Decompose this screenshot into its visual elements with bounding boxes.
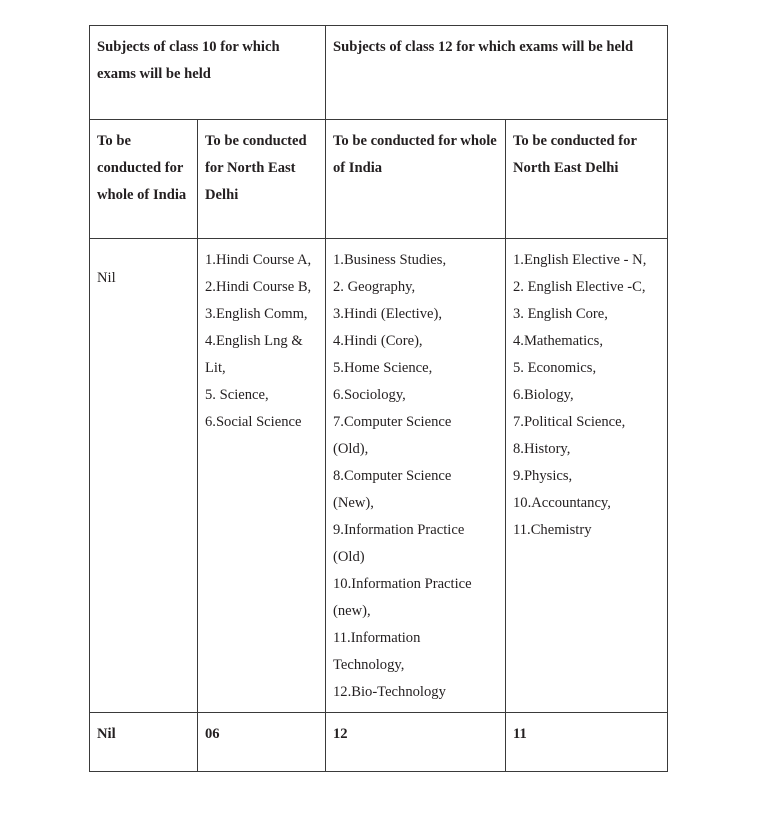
cell-class12-north-east-delhi-subjects bbox=[506, 239, 668, 713]
header-class-10-title: Subjects of class 10 for which exams will be held bbox=[90, 26, 326, 120]
subject-line: (Old), bbox=[333, 441, 369, 457]
subject-line: 7.Political Science, bbox=[513, 414, 626, 430]
subject-line: 2.Hindi Course B, bbox=[205, 279, 312, 295]
total-class12-north-east-delhi: 11 bbox=[506, 713, 668, 772]
header-class-12-title: Subjects of class 12 for which exams will be held bbox=[326, 26, 668, 120]
subject-line: 3.Hindi (Elective), bbox=[333, 306, 443, 322]
subject-line: 1.English Elective - N, bbox=[513, 252, 647, 268]
subject-line: 12.Bio-Technology bbox=[333, 684, 446, 700]
subject-line: 2. Geography, bbox=[333, 279, 416, 295]
subject-line: (new), bbox=[333, 603, 371, 619]
class10-north-east-delhi-subject-list bbox=[205, 247, 318, 436]
subheader-class12-whole-india: To be conducted for whole of India bbox=[326, 120, 506, 239]
table-row-sub-header bbox=[90, 120, 668, 239]
exam-subjects-table bbox=[89, 25, 668, 772]
subheader-class12-north-east-delhi: To be conducted for North East Delhi bbox=[506, 120, 668, 239]
subject-line: 6.Social Science bbox=[205, 414, 302, 430]
subject-line: 10.Accountancy, bbox=[513, 495, 611, 511]
cell-class10-whole-india-subjects bbox=[90, 239, 198, 713]
subject-line: 3.English Comm, bbox=[205, 306, 308, 322]
subject-line: 4.Mathematics, bbox=[513, 333, 603, 349]
table-row-title-header bbox=[90, 26, 668, 120]
total-class10-whole-india: Nil bbox=[90, 713, 198, 772]
class12-whole-india-subject-list bbox=[333, 247, 498, 706]
cell-class12-whole-india-subjects bbox=[326, 239, 506, 713]
subject-line: 5.Home Science, bbox=[333, 360, 433, 376]
subheader-class10-whole-india: To be conducted for whole of India bbox=[90, 120, 198, 239]
subject-line: 9.Physics, bbox=[513, 468, 573, 484]
subject-line: 6.Sociology, bbox=[333, 387, 406, 403]
subject-line: (New), bbox=[333, 495, 374, 511]
subject-line: 4.English Lng & bbox=[205, 333, 303, 349]
subject-line: 9.Information Practice bbox=[333, 522, 465, 538]
total-class12-whole-india: 12 bbox=[326, 713, 506, 772]
subject-line: 11.Chemistry bbox=[513, 522, 592, 538]
subject-line: 8.Computer Science bbox=[333, 468, 452, 484]
subject-line: 7.Computer Science bbox=[333, 414, 452, 430]
subject-line: 5. Science, bbox=[205, 387, 269, 403]
class10-whole-india-nil-value: Nil bbox=[97, 270, 116, 286]
subject-line: 10.Information Practice bbox=[333, 576, 472, 592]
subject-line: 5. Economics, bbox=[513, 360, 597, 376]
subject-line: 4.Hindi (Core), bbox=[333, 333, 423, 349]
subject-line: 2. English Elective -C, bbox=[513, 279, 646, 295]
total-class10-north-east-delhi: 06 bbox=[198, 713, 326, 772]
subject-line: 11.Information bbox=[333, 630, 421, 646]
subject-line: Lit, bbox=[205, 360, 226, 376]
table-row-totals bbox=[90, 713, 668, 772]
subheader-class10-north-east-delhi: To be conducted for North East Delhi bbox=[198, 120, 326, 239]
subject-line: (Old) bbox=[333, 549, 365, 565]
class12-north-east-delhi-subject-list bbox=[513, 247, 660, 544]
subject-line: 8.History, bbox=[513, 441, 571, 457]
table-row-subject-lists bbox=[90, 239, 668, 713]
subject-line: Technology, bbox=[333, 657, 405, 673]
subject-line: 3. English Core, bbox=[513, 306, 608, 322]
subject-line: 1.Business Studies, bbox=[333, 252, 447, 268]
subject-line: 6.Biology, bbox=[513, 387, 574, 403]
subject-line: 1.Hindi Course A, bbox=[205, 252, 312, 268]
table-container bbox=[89, 25, 667, 772]
cell-class10-north-east-delhi-subjects bbox=[198, 239, 326, 713]
